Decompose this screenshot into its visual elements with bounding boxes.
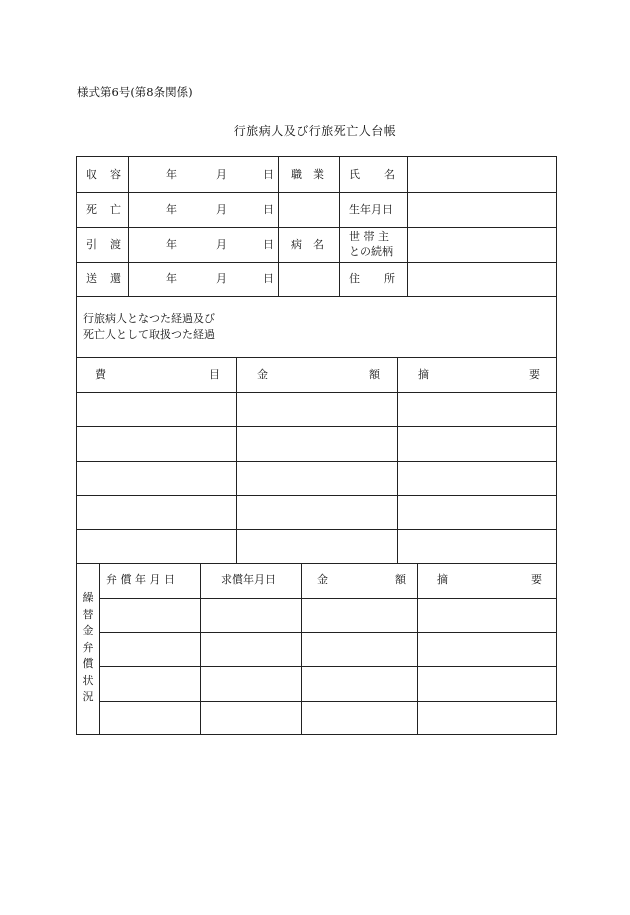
birthdate-label: 生年月日 [349, 203, 393, 216]
name-label-a: 氏 [349, 168, 360, 181]
row-label-shuyo-a: 収 [86, 168, 97, 181]
relation-label-line2: との続柄 [349, 245, 393, 258]
rule-expense-header-bottom [77, 392, 556, 393]
row-label-hikiwatashi-b: 渡 [110, 238, 121, 251]
address-label-a: 住 [349, 272, 360, 285]
history-label-line2: 死亡人として取扱つた経過 [83, 328, 215, 341]
expense-amount-header-a: 金 [257, 368, 268, 381]
disease-label: 病 名 [291, 238, 324, 251]
expense-item-header-a: 費 [95, 368, 106, 381]
rule-top-col2 [278, 157, 279, 296]
history-label-line1: 行旅病人となつた経過及び [83, 312, 215, 325]
row2-day: 日 [263, 203, 274, 216]
name-label-b: 名 [384, 168, 395, 181]
row1-year: 年 [166, 168, 177, 181]
row4-month: 月 [216, 272, 227, 285]
rule-top-col4 [407, 157, 408, 296]
rule-expense-row1 [77, 426, 556, 427]
expense-amount-header-b: 額 [369, 368, 380, 381]
relation-label-line1: 世 帯 主 [349, 230, 389, 243]
rule-reimb-header-bottom [99, 598, 556, 599]
row-label-sokan-b: 還 [110, 272, 121, 285]
rule-history-bottom [77, 357, 556, 358]
row3-month: 月 [216, 238, 227, 251]
expense-remarks-header-b: 要 [529, 368, 540, 381]
row3-year: 年 [166, 238, 177, 251]
rule-row2-bottom [77, 227, 556, 228]
reimb-amount-header-a: 金 [317, 573, 328, 586]
form-reference: 様式第6号(第8条関係) [77, 85, 193, 99]
rule-expense-bottom [77, 563, 556, 564]
rule-reimb-col3 [417, 563, 418, 734]
row-label-shibo-a: 死 [86, 203, 97, 216]
row2-month: 月 [216, 203, 227, 216]
row2-year: 年 [166, 203, 177, 216]
rule-top-col1 [128, 157, 129, 296]
rule-reimb-row2 [99, 666, 556, 667]
row4-year: 年 [166, 272, 177, 285]
rule-exp-col2 [397, 357, 398, 563]
occupation-label: 職 業 [291, 168, 324, 181]
rule-reimb-row1 [99, 632, 556, 633]
expense-remarks-header-a: 摘 [418, 368, 429, 381]
reimbursement-side-label: 繰替金弁償状況 [82, 591, 94, 703]
row3-day: 日 [263, 238, 274, 251]
claim-date-header: 求償年月日 [221, 573, 276, 586]
rule-reimb-col1 [200, 563, 201, 734]
page-title: 行旅病人及び行旅死亡人台帳 [233, 124, 397, 138]
expense-item-header-b: 目 [209, 368, 220, 381]
row4-day: 日 [263, 272, 274, 285]
rule-reimb-col2 [301, 563, 302, 734]
rule-top-col3 [339, 157, 340, 296]
row-label-sokan-a: 送 [86, 272, 97, 285]
rule-row3-bottom [77, 262, 556, 263]
reimb-date-header: 弁 償 年 月 日 [106, 573, 175, 586]
reimb-amount-header-b: 額 [395, 573, 406, 586]
rule-expense-row3 [77, 495, 556, 496]
ledger-form [76, 156, 557, 735]
rule-row4-bottom [77, 296, 556, 297]
row-label-hikiwatashi-a: 引 [86, 238, 97, 251]
address-label-b: 所 [384, 272, 395, 285]
reimb-remarks-header-b: 要 [531, 573, 542, 586]
row1-day: 日 [263, 168, 274, 181]
rule-exp-col1 [236, 357, 237, 563]
rule-row1-bottom [77, 192, 556, 193]
row1-month: 月 [216, 168, 227, 181]
row-label-shibo-b: 亡 [110, 203, 121, 216]
rule-reimb-row3 [99, 701, 556, 702]
rule-expense-row2 [77, 461, 556, 462]
row-label-shuyo-b: 容 [110, 168, 121, 181]
rule-expense-row4 [77, 529, 556, 530]
rule-reimb-side [99, 563, 100, 734]
reimb-remarks-header-a: 摘 [437, 573, 448, 586]
